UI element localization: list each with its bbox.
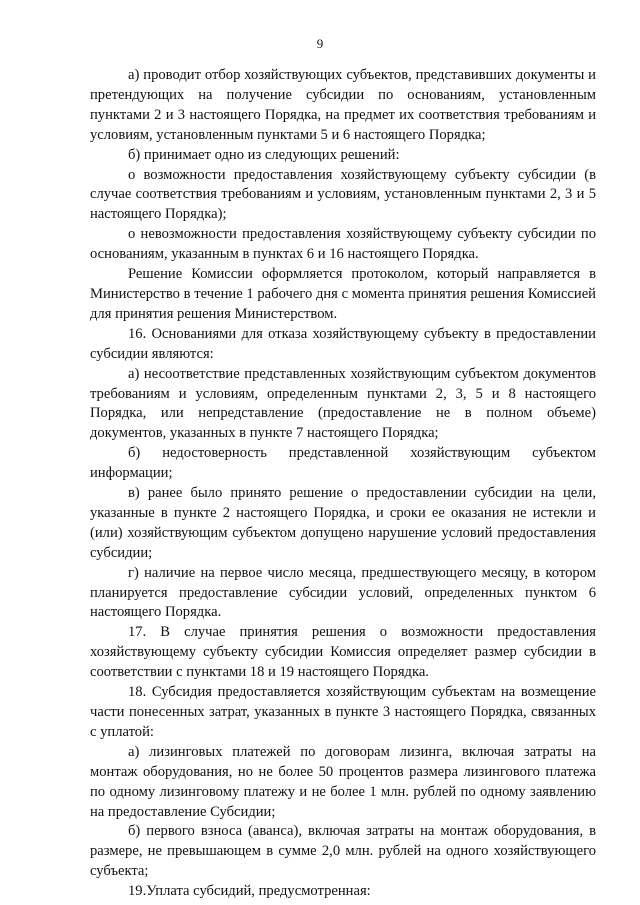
paragraph-16c-prior-decision: в) ранее было принято решение о предоставлении субсидии на цели, указанные в пункте 2 настоящего Порядка, и сроки ее оказания не истекли и (или) хозяйствующим субъектом допущено нарушение условий предоставления субсидии; <box>90 485 596 561</box>
paragraph-1b-makes-decision: б) принимает одно из следующих решений: <box>128 146 400 163</box>
paragraph-18b-first-installment: б) первого взноса (аванса), включая затраты на монтаж оборудования, в размере, не превышающем в сумме 2,0 млн. рублей на одного хозяйствующего субъекта; <box>90 823 596 880</box>
paragraph-18a-leasing-payments: а) лизинговых платежей по договорам лизинга, включая затраты на монтаж оборудования, но не более 50 процентов размера лизингового платежа по одному лизинговому платежу и не более 1 млн. рублей по одному заявлению на предоставление Субсидии; <box>90 743 596 820</box>
paragraph-commission-protocol: Решение Комиссии оформляется протоколом, который направляется в Министерство в течение 1 рабочего дня с момента принятия решения Комиссией для принятия решения Министерством. <box>90 266 596 322</box>
paragraph-19-payment: 19.Уплата субсидий, предусмотренная: <box>128 883 371 900</box>
paragraph-16d-conditions: г) наличие на первое число месяца, предшествующего месяцу, в котором планируется предоставление субсидии условий, определенных пунктом 6 настоящего Порядка. <box>90 564 596 621</box>
paragraph-17-subsidy-amount: 17. В случае принятия решения о возможности предоставления хозяйствующему субъекту субсидии Комиссия определяет размер субсидии в соответствии с пунктами 18 и 19 настоящего Порядка. <box>90 624 596 681</box>
paragraph-1a-conducts-selection: а) проводит отбор хозяйствующих субъектов, представивших документы и претендующих на получение субсидии по основаниям, установленным пунктами 2 и 3 настоящего Порядка, на предмет их соответствия требованиям и условиям, установленным пунктами 5 и 6 настоящего Порядка; <box>90 67 596 143</box>
document-body <box>90 66 596 902</box>
paragraph-decision-impossible: о невозможности предоставления хозяйствующему субъекту субсидии по основаниям, указанным в пунктах 6 и 16 настоящего Порядка. <box>90 226 596 263</box>
paragraph-decision-possible: о возможности предоставления хозяйствующему субъекту субсидии (в случае соответствия требованиям и условиям, установленным пунктами 2, 3 и 5 настоящего Порядка); <box>90 166 596 223</box>
page-number: 9 <box>316 36 324 51</box>
paragraph-16a-nonconformity: а) несоответствие представленных хозяйствующим субъектом документов требованиям и условиям, определенным пунктами 2, 3, 5 и 8 настоящего Порядка, или непредставление (предоставление не в полном объеме) документов, указанных в пункте 7 настоящего Порядка; <box>90 365 596 442</box>
paragraph-16b-unreliable-info: б) недостоверность представленной хозяйствующим субъектом информации; <box>90 445 596 482</box>
paragraph-18-subsidy-purpose: 18. Субсидия предоставляется хозяйствующим субъектам на возмещение части понесенных затрат, указанных в пункте 3 настоящего Порядка, связанных с уплатой: <box>90 684 596 740</box>
paragraph-16-refusal-grounds: 16. Основаниями для отказа хозяйствующему субъекту в предоставлении субсидии являются: <box>90 325 596 362</box>
